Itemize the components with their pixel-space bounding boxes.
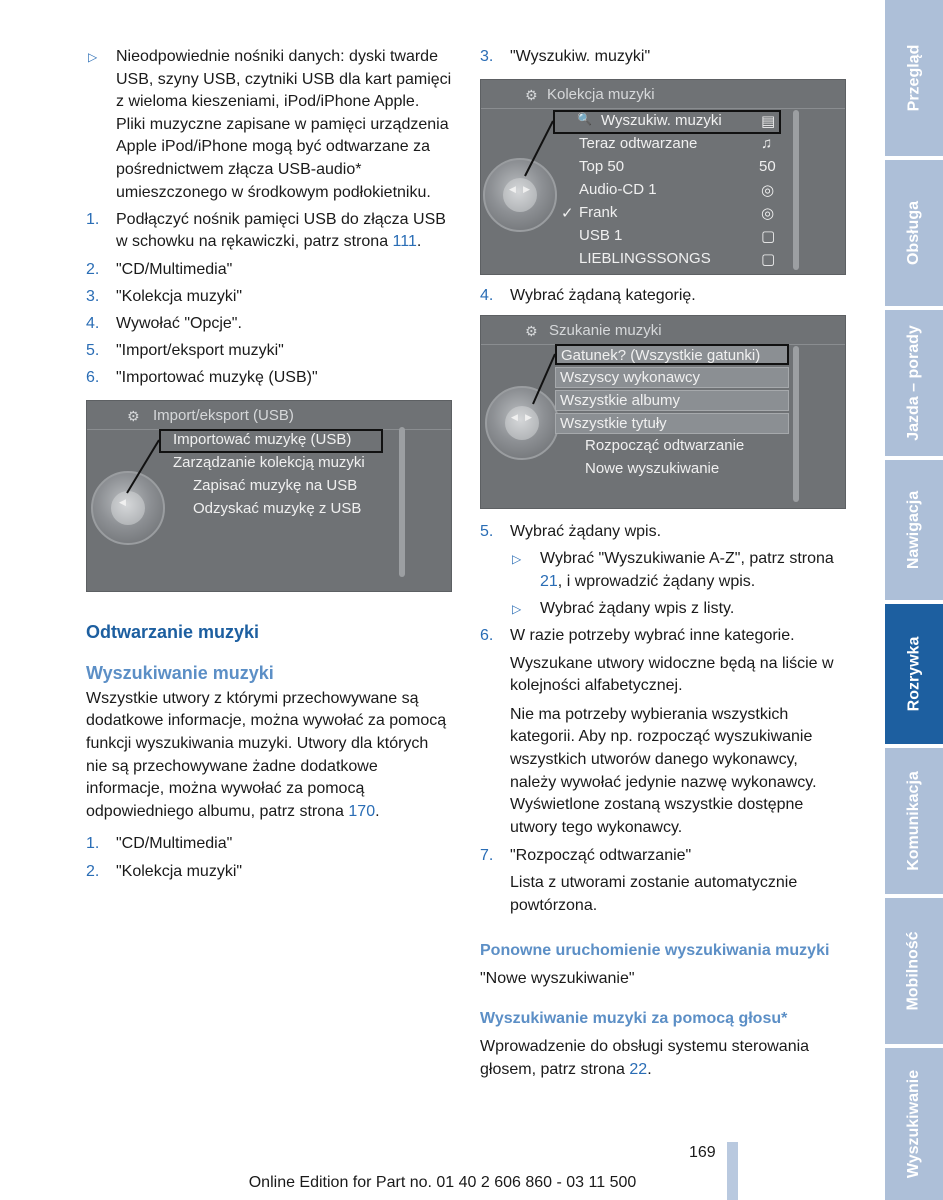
menu-item[interactable]: Audio-CD 1	[579, 180, 657, 198]
usb-folder-icon: ▢	[761, 227, 776, 245]
step-number: 3.	[86, 287, 100, 305]
tab-label: Obsługa	[905, 200, 923, 266]
list-item	[86, 340, 452, 363]
menu-item[interactable]: Teraz odtwarzane	[579, 134, 698, 152]
menu-item[interactable]: LIEBLINGSSONGS	[579, 249, 711, 267]
menu-item[interactable]: Zarządzanie kolekcją muzyki	[173, 453, 365, 471]
tab-label: Komunikacja	[905, 771, 922, 871]
step-number: 1.	[86, 210, 100, 228]
right-column	[480, 46, 846, 1081]
paragraph-text: Wszystkie utwory z którymi przechowywane są dodatkowe informacje, można wywołać za pomocą funkcji wyszukiwania muzyki. Utwory dla których nie są przechowywane żadne dodatkowe informacje, można wywołać za pomocą odpowiedniego albumu, patrz strona	[86, 689, 447, 820]
settings-icon: ⚙	[525, 323, 538, 340]
paragraph-text: Wprowadzenie do obsługi systemu sterowania głosem, patrz strona	[480, 1038, 810, 1078]
list-item	[86, 833, 452, 856]
screen-title: Import/eksport (USB)	[153, 406, 294, 424]
step-text: "Kolekcja muzyki"	[116, 287, 243, 305]
screenshot-music-collection	[480, 79, 846, 275]
left-column	[86, 46, 452, 888]
step-text: "Importować muzykę (USB)"	[116, 369, 318, 387]
category-option[interactable]: Wszystkie tytuły	[555, 413, 789, 434]
paragraph: Wyszukane utwory widoczne będą na liście w kolejności alfabetycznej.	[510, 654, 834, 695]
step-number: 5.	[480, 523, 494, 541]
bullet-marker: ▷	[512, 602, 522, 617]
list-item	[86, 313, 452, 336]
list-item	[480, 845, 846, 868]
tab-mobility[interactable]	[885, 898, 943, 1044]
count-value: 50	[759, 157, 776, 175]
menu-item[interactable]: Rozpocząć odtwarzanie	[585, 437, 745, 455]
list-item	[480, 521, 846, 544]
step-number: 6.	[480, 627, 494, 645]
tab-driving-tips[interactable]	[885, 310, 943, 456]
category-option[interactable]: Wszyscy wykonawcy	[555, 367, 789, 388]
sub-list-item	[510, 598, 846, 621]
step-number: 4.	[86, 314, 100, 332]
arrow-left-icon: ◀	[119, 496, 126, 507]
list-item	[480, 285, 846, 308]
menu-item[interactable]: Nowe wyszukiwanie	[585, 460, 720, 478]
step-number: 6.	[86, 369, 100, 387]
step-text: Wybrać żądaną kategorię.	[510, 286, 696, 304]
step-text: Podłączyć nośnik pamięci USB do złącza USB w schowku na rękawiczki, patrz strona	[116, 210, 446, 251]
menu-item[interactable]: Frank	[579, 203, 618, 221]
step-text: "Kolekcja muzyki"	[116, 862, 243, 880]
arrow-right-icon: ▶	[525, 412, 532, 423]
step-text: "CD/Multimedia"	[116, 835, 233, 853]
step-number: 1.	[86, 835, 100, 853]
menu-item[interactable]: Odzyskać muzykę z USB	[193, 499, 362, 517]
arrow-right-icon: ▶	[523, 183, 530, 194]
tab-label: Rozrywka	[905, 636, 923, 712]
menu-item-search[interactable]: Wyszukiw. muzyki	[601, 111, 722, 129]
page-number: 169	[689, 1144, 716, 1161]
screenshot-music-search	[480, 315, 846, 509]
tab-navigation[interactable]	[885, 460, 943, 600]
menu-item[interactable]: USB 1	[579, 226, 623, 244]
list-item	[86, 209, 452, 254]
section-heading: Odtwarzanie muzyki	[86, 621, 260, 642]
folder-icon: ▢	[761, 250, 776, 268]
screen-title: Szukanie muzyki	[549, 322, 662, 340]
screenshot-import-export	[86, 400, 452, 592]
paragraph	[480, 1036, 846, 1081]
sub-text: Wybrać żądany wpis z listy.	[540, 600, 735, 618]
intro-bullet-text: Nieodpowiednie nośniki danych: dyski twarde USB, szyny USB, czytniki USB dla kart pamięci z wieloma kieszeniami, iPod/iPhone Apple. Pliki muzyczne zapisane w pamięci urządzenia Apple iPod/iPhone mogą być odtwarzane za pośrednictwem złącza USB-audio* umieszczonego w środkowym podłokietniku.	[116, 48, 452, 201]
sub-list-item	[510, 548, 846, 593]
now-playing-icon: ♫	[761, 134, 773, 152]
step-text: Wybrać żądany wpis.	[510, 523, 662, 541]
tab-label: Jazda – porady	[905, 325, 923, 441]
menu-item[interactable]: Top 50	[579, 157, 625, 175]
list-item	[480, 625, 846, 648]
arrow-left-icon: ◀	[511, 412, 518, 423]
page-link[interactable]: 111	[392, 233, 417, 251]
step-number: 2.	[86, 862, 100, 880]
subsection-heading: Wyszukiwanie muzyki za pomocą głosu*	[480, 1010, 788, 1028]
paragraph	[86, 688, 452, 824]
list-item	[86, 861, 452, 884]
step-text: "Wyszukiw. muzyki"	[510, 48, 651, 65]
tab-overview[interactable]	[885, 0, 943, 156]
category-option[interactable]: Wszystkie albumy	[555, 390, 789, 411]
search-icon: 🔍	[577, 111, 592, 126]
step-text: "CD/Multimedia"	[116, 260, 233, 278]
check-icon: ✓	[561, 204, 574, 222]
section-tabs	[885, 0, 943, 1200]
step-suffix: .	[416, 233, 422, 251]
step-number: 7.	[480, 847, 494, 865]
tab-label: Nawigacja	[905, 490, 923, 570]
step-number: 3.	[480, 48, 494, 65]
paragraph-suffix: .	[647, 1060, 652, 1078]
settings-icon: ⚙	[525, 86, 538, 103]
paragraph: "Nowe wyszukiwanie"	[480, 969, 635, 987]
pointer-line	[87, 401, 451, 591]
category-option[interactable]: Gatunek? (Wszystkie gatunki)	[555, 344, 789, 365]
tab-label: Wyszukiwanie	[905, 1069, 922, 1179]
menu-item[interactable]: Importować muzykę (USB)	[173, 430, 352, 448]
sub-text: Wybrać "Wyszukiwanie A-Z", patrz strona	[540, 550, 834, 568]
tab-search[interactable]	[885, 1048, 943, 1200]
paragraph-suffix: .	[375, 802, 380, 820]
settings-icon: ⚙	[127, 407, 140, 424]
list-item	[86, 259, 452, 282]
list-item	[86, 46, 452, 204]
list-item	[480, 46, 846, 69]
step-text: Wywołać "Opcje".	[116, 314, 242, 332]
step-text: "Rozpocząć odtwarzanie"	[510, 847, 692, 865]
cd-icon: ◎	[761, 204, 775, 222]
bullet-marker: ▷	[88, 50, 98, 64]
page-link[interactable]: 22	[629, 1060, 648, 1078]
bullet-marker: ▷	[512, 552, 522, 567]
page-link[interactable]: 21	[540, 572, 558, 590]
page-link[interactable]: 170	[348, 802, 376, 820]
tab-entertainment[interactable]	[885, 604, 943, 744]
menu-icon: ▤	[761, 112, 776, 130]
paragraph: Lista z utworami zostanie automatycznie powtórzona.	[510, 874, 798, 915]
paragraph: Nie ma potrzeby wybierania wszystkich kategorii. Aby np. rozpocząć wyszukiwanie wszystkich utworów danego wykonawcy, należy wywołać jedynie nazwę wykonawcy. Wyświetlone zostaną wszystkie dostępne utwory tego wykonawcy.	[510, 705, 817, 836]
pointer-line	[481, 316, 845, 508]
tab-label: Przegląd	[905, 44, 922, 112]
subsection-heading: Ponowne uruchomienie wyszukiwania muzyki	[480, 941, 830, 959]
list-item	[86, 286, 452, 309]
subsection-heading: Wyszukiwanie muzyki	[86, 662, 274, 683]
step-number: 5.	[86, 342, 100, 360]
step-number: 4.	[480, 286, 494, 304]
pointer-line	[481, 80, 845, 274]
arrow-left-icon: ◀	[509, 183, 516, 194]
menu-item[interactable]: Zapisać muzykę na USB	[193, 476, 358, 494]
step-text: "Import/eksport muzyki"	[116, 342, 284, 360]
sub-suffix: , i wprowadzić żądany wpis.	[557, 572, 756, 590]
cd-icon: ◎	[761, 181, 775, 199]
step-text: W razie potrzeby wybrać inne kategorie.	[510, 627, 795, 645]
step-number: 2.	[86, 260, 100, 278]
screen-title: Kolekcja muzyki	[547, 85, 655, 103]
list-item	[86, 367, 452, 390]
footer: Online Edition for Part no. 01 40 2 606 860 - 03 11 500	[248, 1174, 637, 1191]
tab-communication[interactable]	[885, 748, 943, 894]
tab-operation[interactable]	[885, 160, 943, 306]
tab-label: Mobilność	[905, 931, 923, 1011]
